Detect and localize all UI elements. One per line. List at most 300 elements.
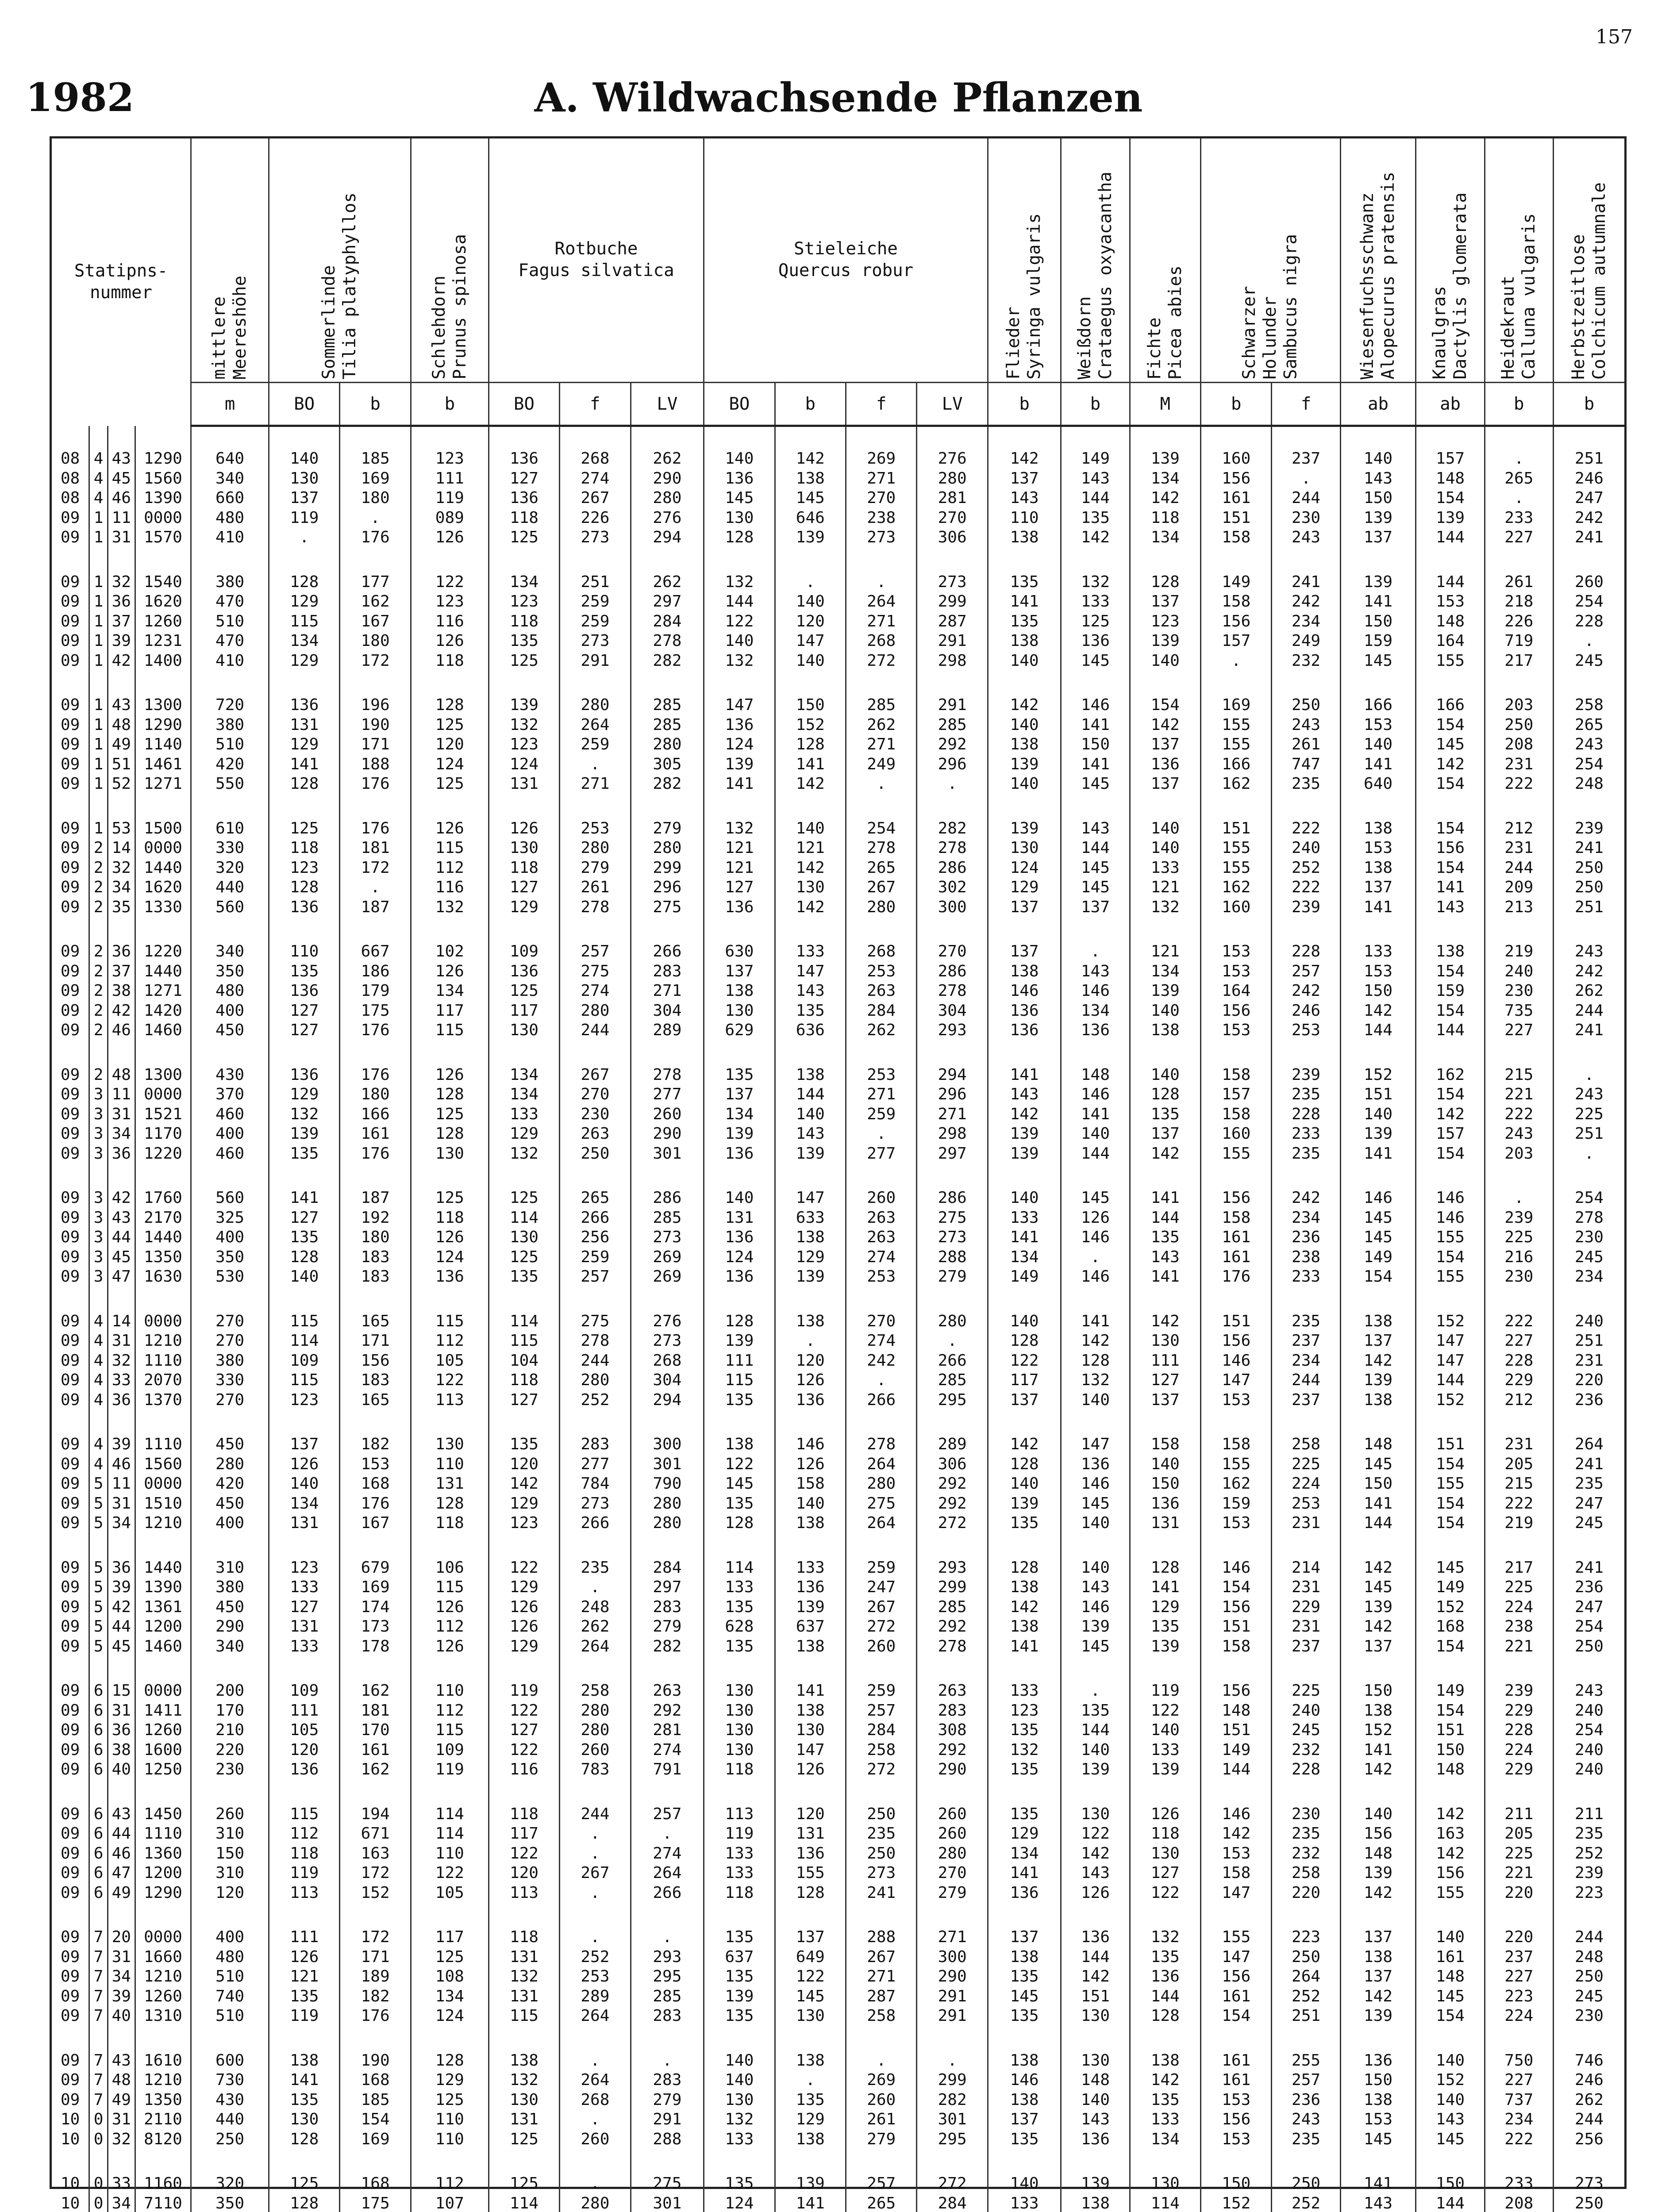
table-cell: 156	[1222, 612, 1251, 630]
column-cell	[1485, 2171, 1553, 2212]
table-cell: 162	[1436, 1065, 1465, 1084]
table-cell: 138	[796, 1701, 825, 1720]
table-cell: 140	[1081, 2090, 1110, 2109]
column-cell	[135, 2171, 191, 2212]
table-cell: 234	[1504, 2110, 1534, 2128]
table-cell: 124	[725, 1248, 754, 1266]
table-cell: 143	[796, 1125, 825, 1143]
table-cell: 102	[435, 942, 464, 960]
column-cell	[775, 693, 846, 797]
table-cell: 277	[581, 1455, 610, 1473]
table-cell: 247	[867, 1578, 896, 1596]
table-cell: 273	[581, 1494, 610, 1513]
table-cell: 271	[653, 982, 682, 1000]
table-cell: 1	[93, 508, 104, 527]
table-cell: 325	[215, 1208, 245, 1227]
table-cell: 138	[1010, 735, 1039, 753]
header-unit: f	[1272, 383, 1340, 426]
table-cell: 09	[61, 878, 80, 896]
table-cell: 2	[93, 878, 104, 896]
table-cell: 247	[1574, 489, 1604, 507]
table-cell: 173	[361, 1617, 390, 1636]
table-cell: 140	[1081, 1558, 1110, 1577]
table-cell: 280	[867, 1475, 896, 1493]
table-cell: 133	[509, 1105, 538, 1123]
column-cell	[1485, 1063, 1553, 1167]
table-cell: 139	[1364, 1125, 1393, 1143]
table-cell: 39	[112, 1987, 131, 2005]
table-cell: 271	[867, 1967, 896, 1985]
table-cell: 190	[361, 2051, 390, 2070]
table-cell: 154	[1222, 1578, 1251, 1596]
column-cell	[631, 1063, 704, 1167]
table-cell: 08	[61, 489, 80, 507]
table-cell: 112	[290, 1824, 319, 1843]
table-cell: 09	[61, 1617, 80, 1636]
table-cell: 168	[361, 2174, 390, 2193]
table-cell: 166	[1436, 696, 1465, 714]
table-cell: .	[876, 775, 886, 793]
table-cell: 223	[1292, 1928, 1321, 1946]
table-cell: 298	[938, 1125, 967, 1143]
table-cell: 270	[938, 508, 967, 527]
table-cell: 2	[93, 1065, 104, 1084]
table-cell: 285	[867, 696, 896, 714]
column-cell	[191, 2171, 269, 2212]
table-cell: 4	[93, 1390, 104, 1409]
table-cell: 147	[1222, 1883, 1251, 1902]
table-cell: 139	[1364, 1864, 1393, 1882]
header-column-19	[1553, 138, 1624, 383]
table-cell: 159	[1436, 982, 1465, 1000]
table-cell: 126	[509, 1617, 538, 1636]
station-group	[52, 693, 1624, 797]
column-cell	[1061, 570, 1130, 674]
table-cell: 122	[509, 1740, 538, 1759]
table-cell: 115	[290, 612, 319, 630]
column-cell	[269, 1678, 340, 1782]
column-cell	[135, 693, 191, 797]
table-cell: 40	[112, 1760, 131, 1778]
column-cell	[52, 446, 89, 550]
table-cell: 430	[215, 2090, 245, 2109]
table-cell: 133	[725, 1578, 754, 1596]
table-cell: .	[947, 1332, 957, 1350]
column-cell	[108, 1555, 135, 1659]
table-cell: 138	[1010, 2051, 1039, 2070]
table-cell: 1420	[144, 1001, 182, 1020]
table-cell: 127	[509, 878, 538, 896]
table-cell: 166	[1222, 755, 1251, 773]
table-cell: 31	[112, 2110, 131, 2128]
column-cell	[411, 1309, 488, 1413]
table-cell: 430	[215, 1065, 245, 1084]
column-cell	[988, 446, 1061, 550]
column-cell	[1272, 693, 1340, 797]
table-cell: 260	[867, 1637, 896, 1655]
column-cell	[1553, 1309, 1624, 1413]
table-cell: 140	[1150, 1065, 1180, 1084]
table-cell: 142	[1150, 2071, 1180, 2089]
table-cell: 510	[215, 2007, 245, 2025]
table-cell: 126	[796, 1760, 825, 1778]
table-cell: 122	[725, 612, 754, 630]
table-cell: 137	[1010, 898, 1039, 916]
table-cell: 1	[93, 696, 104, 714]
table-cell: 172	[361, 1928, 390, 1946]
table-cell: 157	[1222, 632, 1251, 650]
table-cell: 127	[725, 878, 754, 896]
table-cell: 297	[653, 1578, 682, 1596]
table-cell: 146	[1222, 1351, 1251, 1370]
column-cell	[917, 1186, 988, 1290]
column-cell	[988, 2048, 1061, 2152]
table-cell: 125	[509, 982, 538, 1000]
table-cell: .	[590, 755, 600, 773]
table-cell: 280	[581, 839, 610, 857]
table-cell: 145	[1081, 1637, 1110, 1655]
table-cell: 410	[215, 651, 245, 670]
table-cell: 140	[1010, 1475, 1039, 1493]
station-group	[52, 570, 1624, 674]
table-cell: 147	[725, 696, 754, 714]
column-cell	[108, 570, 135, 674]
table-cell: 260	[867, 2090, 896, 2109]
table-cell: 3	[93, 1144, 104, 1163]
table-cell: 250	[867, 1844, 896, 1863]
table-cell: 222	[1504, 1312, 1534, 1330]
table-cell: 1540	[144, 572, 182, 591]
table-cell: 746	[1574, 2051, 1604, 2070]
table-cell: 1200	[144, 1617, 182, 1636]
column-cell	[1553, 1186, 1624, 1290]
column-cell	[560, 2171, 631, 2212]
column-cell	[560, 1063, 631, 1167]
table-cell: 144	[1436, 1371, 1465, 1389]
table-cell: 115	[435, 1578, 464, 1596]
table-cell: 138	[796, 1637, 825, 1655]
column-cell	[1553, 1555, 1624, 1659]
table-cell: 231	[1574, 1351, 1604, 1370]
table-cell: 6	[93, 1740, 104, 1759]
table-cell: .	[876, 572, 886, 591]
column-cell	[340, 816, 411, 920]
table-cell: 108	[435, 1967, 464, 1985]
table-cell: 09	[61, 1248, 80, 1266]
column-cell	[135, 1802, 191, 1906]
table-cell: 154	[1436, 1701, 1465, 1720]
table-cell: .	[590, 2110, 600, 2128]
table-cell: 137	[796, 1928, 825, 1946]
table-cell: 176	[361, 1144, 390, 1163]
table-cell: 294	[653, 528, 682, 546]
column-cell	[1416, 1432, 1485, 1536]
table-cell: 144	[1364, 1021, 1393, 1039]
table-cell: 228	[1292, 1105, 1321, 1123]
column-cell	[89, 2171, 108, 2212]
table-cell: 227	[1504, 528, 1534, 546]
table-cell: 147	[1222, 1947, 1251, 1966]
table-cell: 268	[581, 449, 610, 468]
header-column-label: Weißdorn Crataegus oxyacantha	[1074, 172, 1115, 380]
column-cell	[1061, 1186, 1130, 1290]
table-cell: 262	[581, 1617, 610, 1636]
table-cell: 1360	[144, 1844, 182, 1863]
table-cell: 138	[1010, 632, 1039, 650]
table-cell: 170	[361, 1721, 390, 1739]
table-cell: 141	[290, 2071, 319, 2089]
table-cell: 135	[725, 1065, 754, 1084]
column-cell	[1340, 1555, 1416, 1659]
table-cell: 251	[1574, 898, 1604, 916]
table-cell: 120	[290, 1740, 319, 1759]
table-cell: 306	[938, 1455, 967, 1473]
table-cell: 282	[653, 651, 682, 670]
table-cell: 254	[1574, 755, 1604, 773]
column-cell	[269, 693, 340, 797]
table-cell: 133	[1364, 942, 1393, 960]
table-cell: 136	[725, 1267, 754, 1286]
table-cell: 125	[509, 2130, 538, 2148]
table-cell: 138	[796, 1514, 825, 1532]
table-cell: 1460	[144, 1637, 182, 1655]
table-cell: 135	[1081, 1701, 1110, 1720]
column-cell	[191, 1309, 269, 1413]
table-cell: 118	[725, 1760, 754, 1778]
table-cell: 117	[509, 1824, 538, 1843]
table-cell: 138	[1150, 2051, 1180, 2070]
table-cell: 142	[1364, 1883, 1393, 1902]
table-cell: 299	[938, 1578, 967, 1596]
header-column-11	[988, 138, 1061, 383]
table-cell: .	[876, 2051, 886, 2070]
table-cell: 189	[361, 1967, 390, 1985]
table-cell: 267	[867, 878, 896, 896]
header-unit: BO	[704, 383, 775, 426]
table-cell: 09	[61, 1514, 80, 1532]
table-cell: 450	[215, 1435, 245, 1453]
table-cell: 135	[725, 1928, 754, 1946]
table-cell: 220	[1574, 1371, 1604, 1389]
table-cell: 236	[1574, 1578, 1604, 1596]
table-cell: 09	[61, 898, 80, 916]
table-cell: 0000	[144, 839, 182, 857]
table-cell: 139	[1436, 508, 1465, 527]
table-cell: 153	[1364, 2110, 1393, 2128]
table-cell: 145	[1436, 1987, 1465, 2005]
table-cell: 140	[1364, 735, 1393, 753]
table-cell: 138	[725, 982, 754, 1000]
table-cell: 33	[112, 2174, 131, 2193]
table-cell: 187	[361, 1189, 390, 1207]
table-cell: 243	[1292, 528, 1321, 546]
table-cell: 1	[93, 755, 104, 773]
table-cell: 155	[1222, 715, 1251, 734]
table-cell: 146	[1081, 1598, 1110, 1616]
table-cell: 272	[938, 2174, 967, 2193]
table-cell: 260	[215, 1805, 245, 1823]
table-cell: 154	[1436, 1001, 1465, 1020]
table-cell: 298	[938, 651, 967, 670]
table-cell: 128	[435, 2051, 464, 2070]
table-cell: 34	[112, 1514, 131, 1532]
table-cell: 242	[867, 1351, 896, 1370]
table-cell: 219	[1504, 1514, 1534, 1532]
table-cell: 269	[653, 1267, 682, 1286]
table-cell: 141	[1364, 2174, 1393, 2193]
table-cell: 271	[867, 735, 896, 753]
column-cell	[1130, 1186, 1200, 1290]
table-cell: 5	[93, 1598, 104, 1616]
table-cell: 286	[938, 1189, 967, 1207]
table-cell: 2	[93, 982, 104, 1000]
column-cell	[846, 1432, 917, 1536]
table-cell: 138	[1010, 1578, 1039, 1596]
table-cell: 105	[435, 1351, 464, 1370]
table-cell: 09	[61, 1065, 80, 1084]
table-cell: 257	[653, 1805, 682, 1823]
table-cell: 280	[581, 1371, 610, 1389]
column-cell	[988, 939, 1061, 1043]
table-cell: 117	[509, 1001, 538, 1020]
table-cell: 221	[1504, 1637, 1534, 1655]
table-cell: 114	[509, 2194, 538, 2212]
column-cell	[1130, 816, 1200, 920]
header-column-4	[488, 138, 704, 383]
table-cell: 154	[1436, 715, 1465, 734]
column-cell	[775, 1678, 846, 1782]
table-cell: 280	[938, 469, 967, 488]
table-cell: 278	[938, 839, 967, 857]
table-cell: 252	[581, 1390, 610, 1409]
table-cell: 274	[867, 1332, 896, 1350]
table-cell: 09	[61, 1805, 80, 1823]
table-cell: 294	[653, 1390, 682, 1409]
table-cell: 264	[581, 2071, 610, 2089]
table-cell: 1	[93, 715, 104, 734]
table-cell: 214	[1292, 1558, 1321, 1577]
column-cell	[1340, 816, 1416, 920]
table-cell: 235	[1292, 1824, 1321, 1843]
table-cell: 146	[1081, 1475, 1110, 1493]
column-cell	[1553, 1432, 1624, 1536]
table-cell: 244	[1292, 489, 1321, 507]
table-cell: 133	[725, 1864, 754, 1882]
column-cell	[1201, 2048, 1272, 2152]
column-cell	[1485, 446, 1553, 550]
table-cell: 09	[61, 1721, 80, 1739]
table-cell: 137	[1364, 1928, 1393, 1946]
table-cell: 240	[1504, 962, 1534, 980]
table-cell: 138	[1364, 1390, 1393, 1409]
table-cell: 144	[1081, 839, 1110, 857]
table-cell: 08	[61, 449, 80, 468]
column-cell	[1201, 1432, 1272, 1536]
table-cell: 208	[1504, 735, 1534, 753]
table-cell: 230	[1574, 1228, 1604, 1246]
table-cell: 156	[1436, 1864, 1465, 1882]
table-cell: 141	[1081, 1105, 1110, 1123]
table-cell: 142	[509, 1475, 538, 1493]
table-cell: 239	[1574, 819, 1604, 837]
header-column-label: Heidekraut Calluna vulgaris	[1498, 213, 1539, 380]
table-cell: 140	[1081, 1125, 1110, 1143]
table-cell: 153	[1222, 1514, 1251, 1532]
column-cell	[846, 1925, 917, 2029]
table-cell: 244	[1504, 858, 1534, 877]
table-cell: 34	[112, 2194, 131, 2212]
table-cell: 133	[796, 942, 825, 960]
table-cell: 139	[509, 696, 538, 714]
table-cell: 143	[1081, 1578, 1110, 1596]
table-cell: 150	[1364, 489, 1393, 507]
table-cell: 168	[361, 2071, 390, 2089]
table-cell: 263	[581, 1125, 610, 1143]
table-cell: 154	[1436, 1494, 1465, 1513]
table-cell: 135	[725, 1494, 754, 1513]
table-cell: 251	[1574, 1125, 1604, 1143]
table-cell: 282	[938, 819, 967, 837]
station-group	[52, 816, 1624, 920]
table-cell: 42	[112, 1189, 131, 1207]
table-cell: 230	[1292, 508, 1321, 527]
table-cell: 142	[1081, 1844, 1110, 1863]
column-cell	[917, 570, 988, 674]
station-group	[52, 1186, 1624, 1290]
table-cell: 148	[1436, 469, 1465, 488]
table-cell: 1	[93, 592, 104, 611]
column-cell	[488, 693, 559, 797]
table-cell: 248	[1574, 1947, 1604, 1966]
station-group	[52, 1555, 1624, 1659]
table-cell: 258	[867, 2007, 896, 2025]
table-cell: 148	[1222, 1701, 1251, 1720]
table-cell: 115	[290, 1312, 319, 1330]
table-cell: 143	[1436, 2110, 1465, 2128]
table-cell: 37	[112, 962, 131, 980]
table-cell: .	[370, 878, 380, 896]
table-cell: 747	[1292, 755, 1321, 773]
table-cell: 440	[215, 2110, 245, 2128]
table-cell: 241	[1574, 528, 1604, 546]
table-cell: 791	[653, 1760, 682, 1778]
table-cell: 271	[867, 469, 896, 488]
header-column-label: Schlehdorn Prunus spinosa	[429, 234, 470, 380]
table-cell: 271	[867, 612, 896, 630]
table-cell: 230	[1504, 982, 1534, 1000]
table-cell: 135	[1150, 1105, 1180, 1123]
table-cell: 283	[938, 1701, 967, 1720]
table-cell: 144	[1081, 1721, 1110, 1739]
table-cell: 264	[867, 592, 896, 611]
station-group	[52, 939, 1624, 1043]
table-cell: 150	[1150, 1475, 1180, 1493]
table-cell: 660	[215, 489, 245, 507]
column-cell	[52, 939, 89, 1043]
table-cell: 229	[1504, 1371, 1534, 1389]
table-cell: 212	[1504, 819, 1534, 837]
column-cell	[108, 1678, 135, 1782]
table-cell: 320	[215, 858, 245, 877]
table-cell: 289	[653, 1021, 682, 1039]
table-cell: 158	[1222, 1065, 1251, 1084]
table-cell: 1170	[144, 1125, 182, 1143]
column-cell	[1130, 1309, 1200, 1413]
column-cell	[846, 939, 917, 1043]
table-cell: 4	[93, 1332, 104, 1350]
table-cell: 135	[1010, 1721, 1039, 1739]
column-cell	[846, 1063, 917, 1167]
